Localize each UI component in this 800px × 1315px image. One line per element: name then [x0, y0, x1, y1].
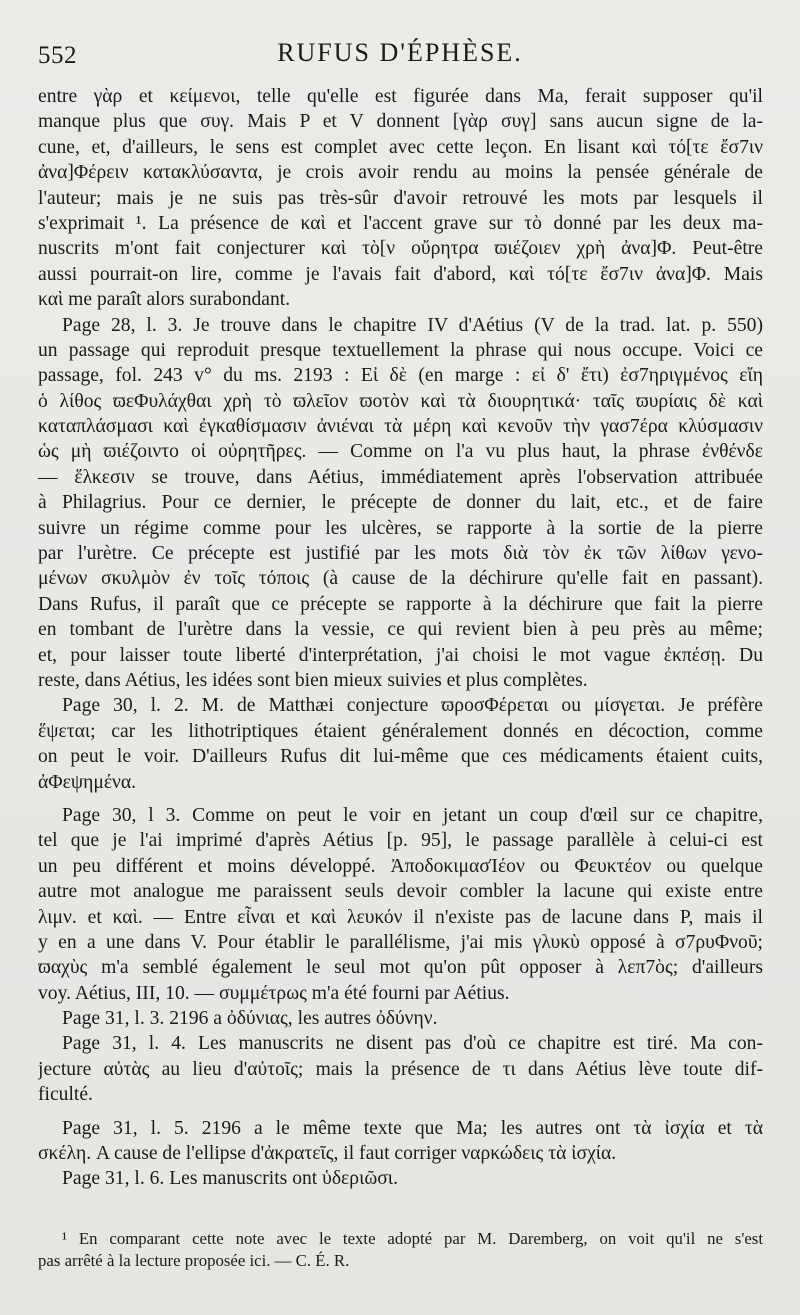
text-line: cune, et, d'ailleurs, le sens est complet avec cette leçon. En lisant καὶ τό[τε ἔσ7ιν: [38, 136, 763, 158]
footnote-line: pas arrêté à la lecture proposée ici. — C. É. R.: [38, 1251, 350, 1270]
text-line: — ἕλκεσιν se trouve, dans Aétius, immédiatement après l'observation attribuée: [38, 466, 763, 488]
text-line: Page 31, l. 5. 2196 a le même texte que Ma; les autres ont τὰ ἰσχία et τὰ: [62, 1117, 763, 1139]
text-line: en tombant de l'urètre dans la vessie, ce qui revient bien à peu près au même;: [38, 619, 763, 641]
text-line: passage, fol. 243 v° du ms. 2193 : Εἰ δὲ (en marge : εἰ δ' ἔτι) ἐσ7ηριγμένος εἴη: [38, 365, 763, 387]
text-line: et, pour laisser toute liberté d'interprétation, j'ai choisi le mot vague ἐκπέσῃ. Du: [38, 644, 763, 666]
text-line: nuscrits m'ont fait conjecturer καὶ τὸ[ν οὔρητρα ϖιέζοιεν χρὴ ἀνα]Φ. Peut-être: [38, 238, 763, 260]
text-line: y en a une dans V. Pour établir le parallélisme, j'ai mis γλυκὺ opposé à σ7ρυΦνοῦ;: [38, 931, 763, 953]
text-line: ficulté.: [38, 1084, 93, 1106]
text-line: Page 28, l. 3. Je trouve dans le chapitre IV d'Aétius (V de la trad. lat. p. 550): [62, 314, 763, 336]
text-line: Page 30, l. 2. M. de Matthæi conjecture ϖροσΦέρεται ou μίσγεται. Je préfère: [62, 695, 763, 717]
text-line: tel que je l'ai imprimé d'après Aétius [p. 95], le passage parallèle à celui-ci est: [38, 830, 763, 852]
text-line: l'auteur; mais je ne suis pas très-sûr d'avoir retrouvé les mots par lesquels il: [38, 187, 763, 209]
text-line: ἀΦεψημένα.: [38, 771, 137, 793]
text-line: voy. Aétius, III, 10. — συμμέτρως m'a été fourni par Aétius.: [38, 982, 510, 1004]
text-line: on peut le voir. D'ailleurs Rufus dit lui-même que ces médicaments étaient cuits,: [38, 746, 763, 768]
page-number: 552: [38, 42, 77, 69]
text-line: Page 31, l. 6. Les manuscrits ont ὑδεριῶσι.: [62, 1168, 398, 1190]
text-line: manque plus que συγ. Mais P et V donnent [γὰρ συγ] sans aucun signe de la-: [38, 111, 763, 133]
text-line: Dans Rufus, il paraît que ce précepte se rapporte à la déchirure que fait la pierre: [38, 593, 763, 615]
text-line: ὡς μὴ ϖιέζοιντο οἱ οὐρητῆρες. — Comme on l'a vu plus haut, la phrase ἐνθένδε: [38, 441, 763, 463]
text-line: σκέλη. A cause de l'ellipse d'ἀκρατεῖς, il faut corriger ναρκώδεις τὰ ἰσχία.: [38, 1143, 617, 1165]
page-header: [0, 36, 800, 76]
text-line: Page 30, l 3. Comme on peut le voir en jetant un coup d'œil sur ce chapitre,: [62, 804, 763, 826]
text-line: à Philagrius. Pour ce dernier, le précepte de donner du lait, etc., et de faire: [38, 492, 763, 514]
running-head: RUFUS D'ÉPHÈSE.: [277, 38, 523, 67]
text-line: entre γὰρ et κείμενοι, telle qu'elle est figurée dans Ma, ferait supposer qu'il: [38, 86, 763, 107]
text-line: autre mot analogue me paraissent seuls devoir combler la lacune qui existe entre: [38, 881, 763, 903]
text-line: aussi pourrait-on lire, comme je l'avais fait d'abord, καὶ τό[τε ἔσ7ιν ἀνα]Φ. Mais: [38, 263, 763, 285]
paragraph-gap: [38, 795, 763, 803]
text-line: jecture αὐτὰς au lieu d'αὐτοῖς; mais la présence de τι dans Aétius lève toute dif-: [38, 1058, 763, 1080]
text-line: un peu différent et moins développé. ἈποδοκιμασΊέον ou Φευκτέον ou quelque: [38, 855, 763, 877]
footnote-line: ¹ En comparant cette note avec le texte adopté par M. Daremberg, on voit qu'il ne s'est: [62, 1229, 763, 1248]
text-line: Page 31, l. 4. Les manuscrits ne disent pas d'où ce chapitre est tiré. Ma con-: [62, 1033, 763, 1055]
text-line: μένων σκυλμὸν ἐν τοῖς τόποις (à cause de la déchirure qu'elle fait en passant).: [38, 568, 763, 590]
paragraph-gap: [38, 1108, 763, 1116]
text-line: ἀνα]Φέρειν κατακλύσαντα, je crois avoir rendu au moins la pensée générale de: [38, 162, 763, 184]
text-line: reste, dans Aétius, les idées sont bien mieux suivies et plus complètes.: [38, 669, 588, 691]
text-line: Page 31, l. 3. 2196 a ὀδύνιας, les autres ὀδύνην.: [62, 1008, 438, 1030]
text-line: ὁ λίθος ϖεΦυλάχθαι χρὴ τὸ ϖλεῖον ϖοτὸν καὶ τὰ διουρητικά· ταῖς ϖυρίαις δὲ καὶ: [38, 390, 763, 412]
text-line: καὶ me paraît alors surabondant.: [38, 289, 291, 311]
footnotes: [38, 1228, 763, 1272]
text-line: par l'urètre. Ce précepte est justifié par les mots διὰ τὸν ἐκ τῶν λίθων γενο-: [38, 543, 763, 565]
text-line: ἕψεται; car les lithotriptiques étaient généralement donnés en décoction, comme: [38, 720, 763, 742]
text-line: s'exprimait ¹. La présence de καὶ et l'accent grave sur τὸ donné par les deux ma-: [38, 212, 763, 234]
text-line: καταπλάσμασι καὶ ἐγκαθίσμασιν ἀνιέναι τὰ μέρη καὶ κενοῦν τὴν γασ7έρα κλύσμασιν: [38, 416, 763, 438]
text-line: suivre un régime comme pour les ulcères, se rapporte à la sortie de la pierre: [38, 517, 763, 539]
text-line: λιμν. et καὶ. — Entre εἶναι et καὶ λευκόν il n'existe pas de lacune dans P, mais il: [38, 906, 763, 928]
body-text: [38, 84, 763, 1192]
text-line: ϖαχὺς m'a semblé également le seul mot qu'on pût opposer à λεπ7ὸς; d'ailleurs: [38, 957, 763, 979]
text-line: un passage qui reproduit presque textuellement la phrase qui nous occupe. Voici ce: [38, 339, 763, 361]
